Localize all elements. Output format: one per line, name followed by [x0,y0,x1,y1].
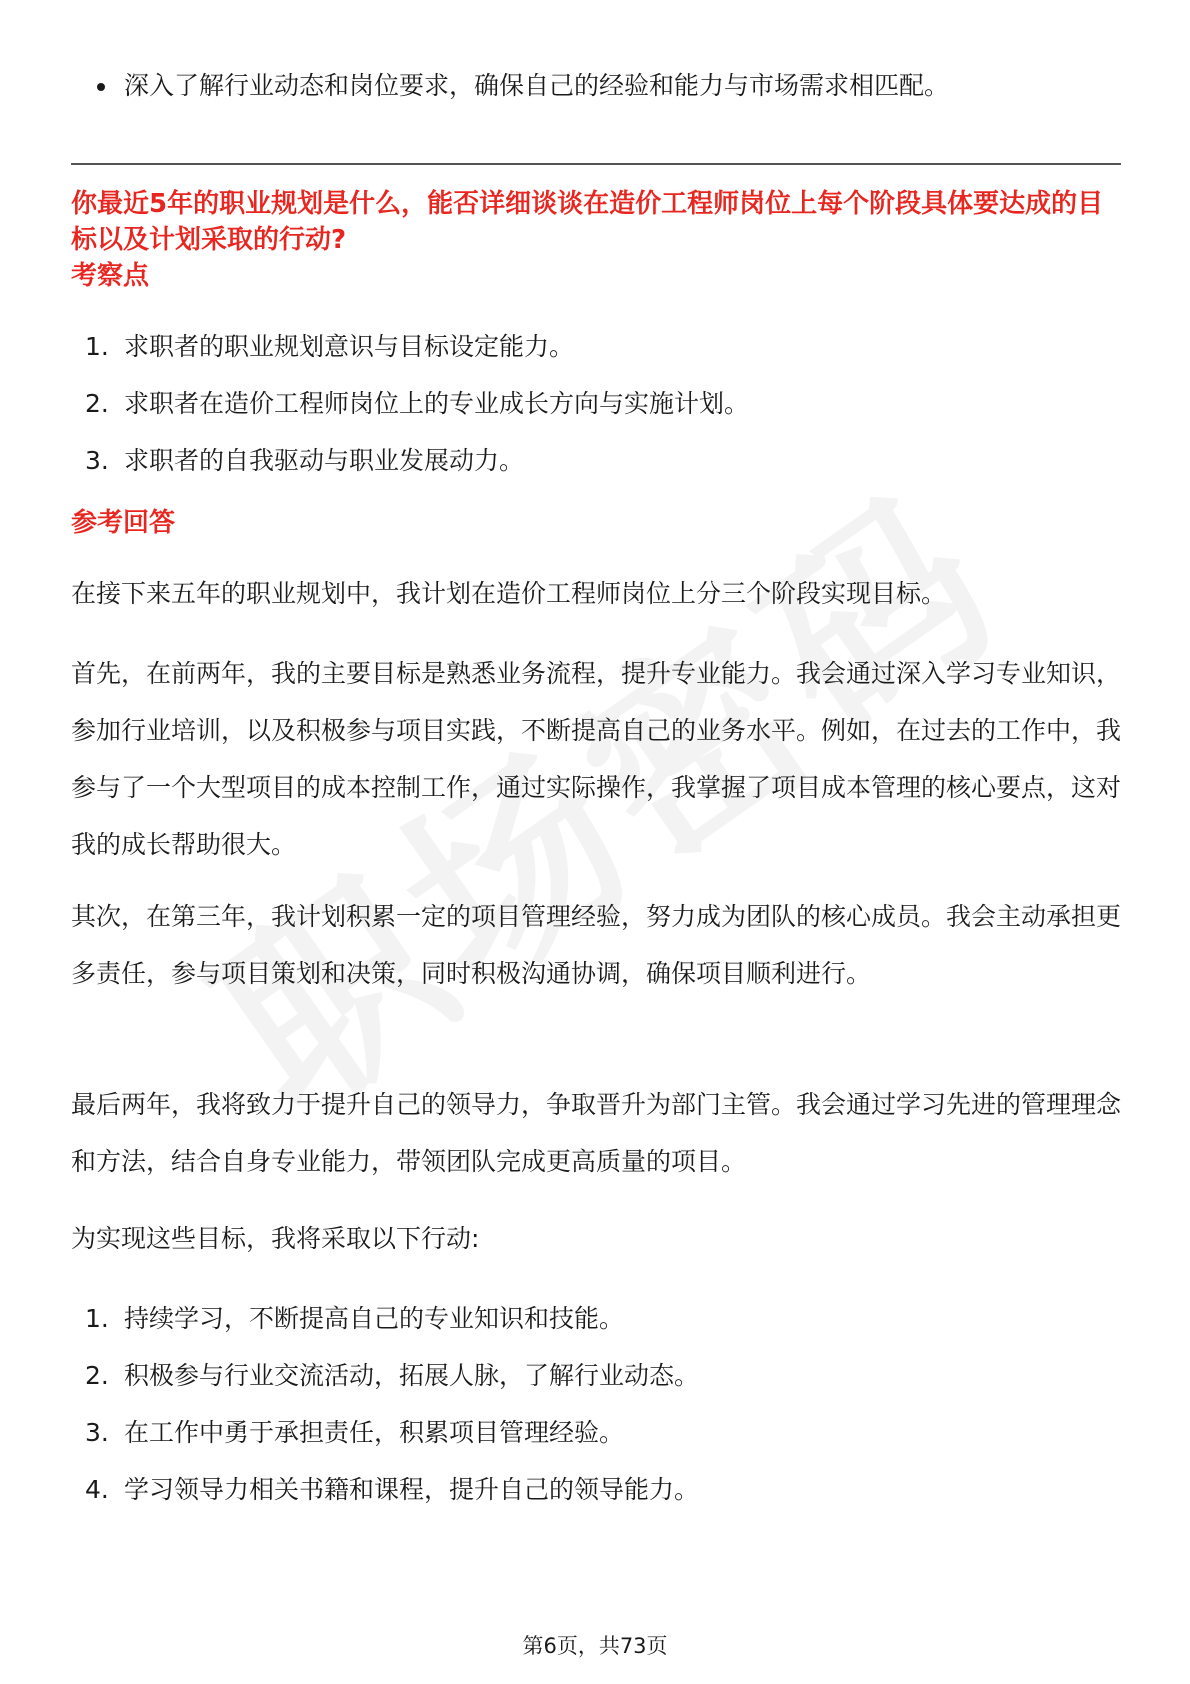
section-divider [71,163,1121,165]
list-item [71,432,1121,489]
answer-paragraph: 其次，在第三年，我计划积累一定的项目管理经验，努力成为团队的核心成员。我会主动承担更多责任，参与项目策划和决策，同时积极沟通协调，确保项目顺利进行。 [71,902,1122,988]
list-item-number: 4. [85,1475,109,1504]
section-title-assessment: 考察点 [71,261,150,291]
list-item-number: 2. [85,1361,109,1390]
list-item [71,375,1121,432]
bullet-dot-icon [97,83,105,91]
page-number-footer: 第6页，共73页 [522,1634,668,1658]
list-item-text: 学习领导力相关书籍和课程，提升自己的领导能力。 [124,1475,700,1504]
question-heading: 你最近5年的职业规划是什么，能否详细谈谈在造价工程师岗位上每个阶段具体要达成的目标以及计划采取的行动? [71,189,1104,255]
answer-paragraph: 为实现这些目标，我将采取以下行动: [71,1224,480,1253]
bullet-text: 深入了解行业动态和岗位要求，确保自己的经验和能力与市场需求相匹配。 [124,71,950,100]
list-item-number: 3. [85,446,109,475]
list-item-number: 2. [85,389,109,418]
list-item-number: 3. [85,1418,109,1447]
list-item-number: 1. [85,1304,109,1333]
list-item [71,1290,1121,1347]
list-item [71,318,1121,375]
answer-paragraph: 在接下来五年的职业规划中，我计划在造价工程师岗位上分三个阶段实现目标。 [71,579,947,608]
list-item [71,1404,1121,1461]
list-item-number: 1. [85,332,109,361]
list-item [71,1347,1121,1404]
answer-paragraph: 首先，在前两年，我的主要目标是熟悉业务流程，提升专业能力。我会通过深入学习专业知识，参加行业培训，以及积极参与项目实践，不断提高自己的业务水平。例如，在过去的工作中，我参与了一个大型项目的成本控制工作，通过实际操作，我掌握了项目成本管理的核心要点，这对我的成长帮助很大。 [71,659,1122,859]
list-item-text: 求职者的自我驱动与职业发展动力。 [124,446,525,475]
list-item-text: 求职者的职业规划意识与目标设定能力。 [124,332,575,361]
list-item-text: 在工作中勇于承担责任，积累项目管理经验。 [124,1418,625,1447]
list-item-text: 积极参与行业交流活动，拓展人脉，了解行业动态。 [124,1361,700,1390]
section-title-answer: 参考回答 [71,508,176,538]
actions-list [71,1290,1121,1518]
assessment-points-list [71,318,1121,489]
list-item-text: 持续学习，不断提高自己的专业知识和技能。 [124,1304,625,1333]
list-item [71,1461,1121,1518]
list-item-text: 求职者在造价工程师岗位上的专业成长方向与实施计划。 [124,389,750,418]
answer-paragraph: 最后两年，我将致力于提升自己的领导力，争取晋升为部门主管。我会通过学习先进的管理理念和方法，结合自身专业能力，带领团队完成更高质量的项目。 [71,1090,1122,1176]
